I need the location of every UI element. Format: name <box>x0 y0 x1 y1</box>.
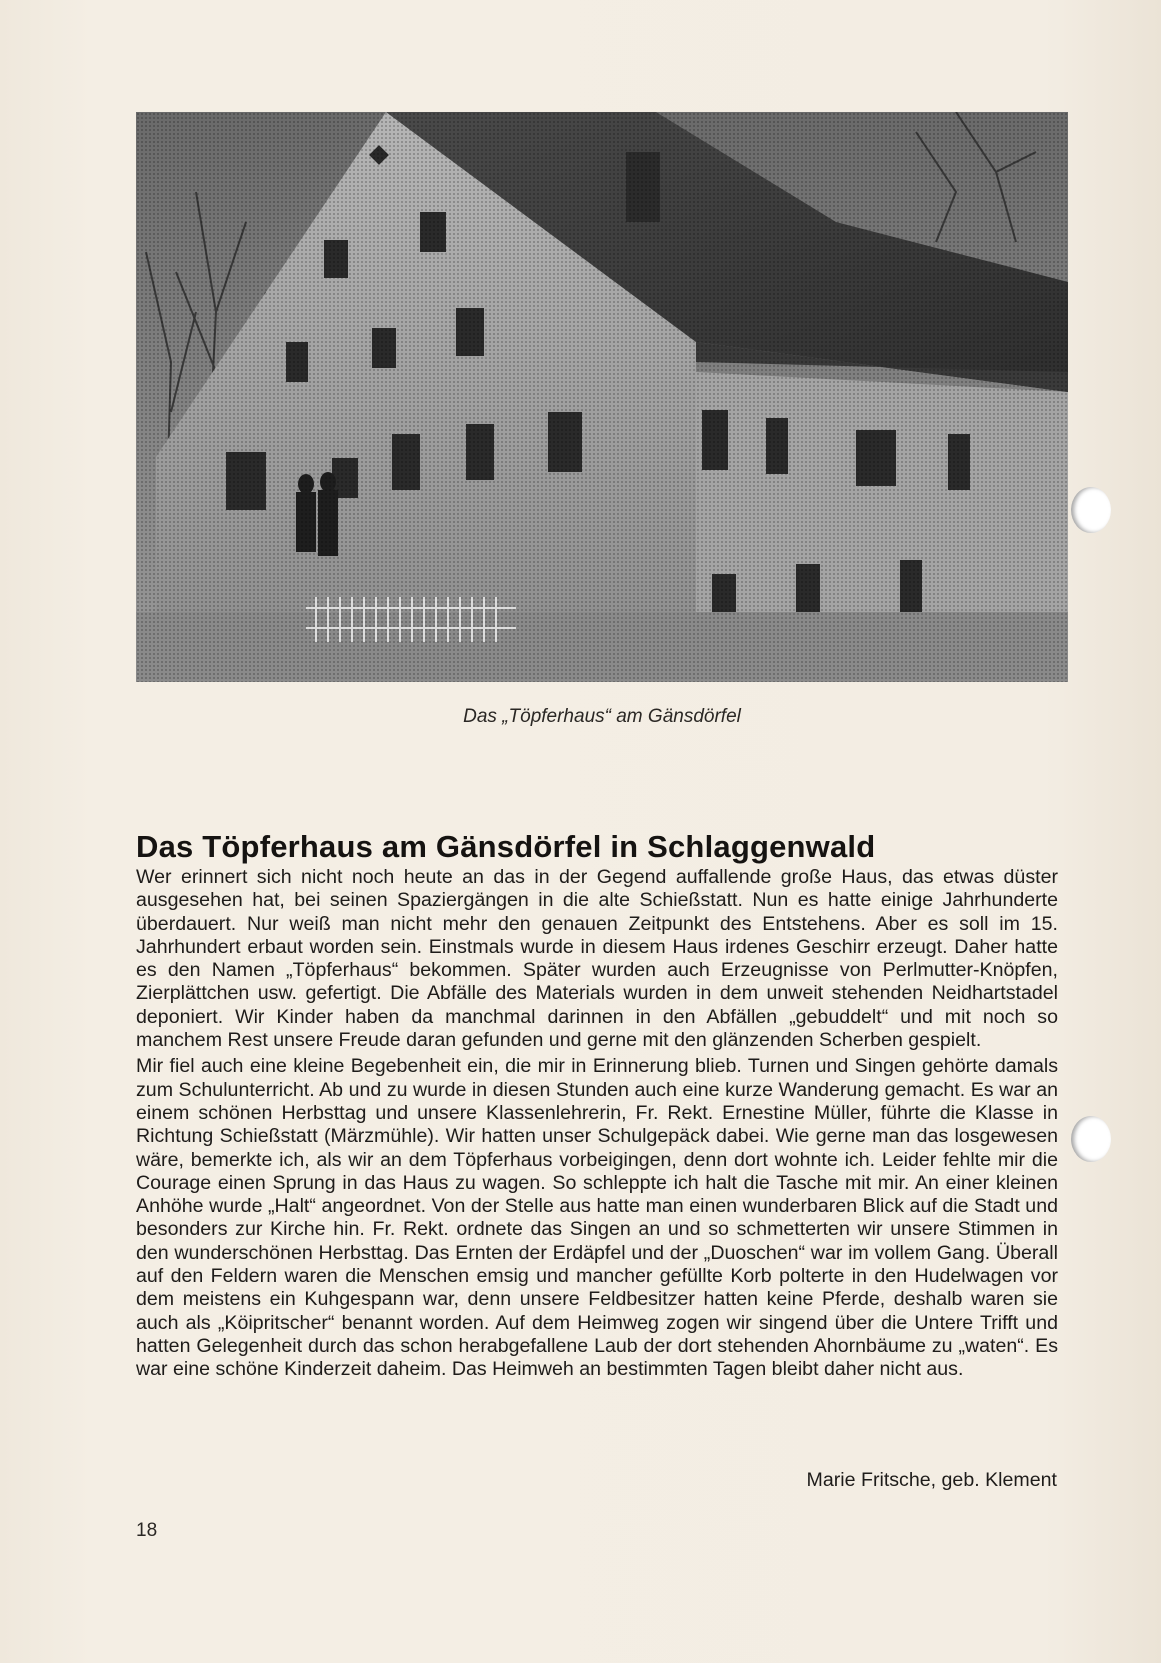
paragraph: Wer erinnert sich nicht noch heute an das in der Gegend auffallende große Haus, das etwas düster ausgesehen hat, bei seinen Spaziergängen in die alte Schießstatt. Nun es hatte einige Jahrhunderte überdauert. Nur weiß man nicht mehr den genauen Zeitpunkt des Entstehens. Aber es soll im 15. Jahrhundert erbaut worden sein. Einstmals wurde in diesem Haus irdenes Geschirr erzeugt. Daher hatte es den Namen „Töpferhaus“ bekommen. Später wurden auch Erzeugnisse von Perlmutter-Knöpfen, Zierplättchen usw. gefertigt. Die Abfälle des Materials wurden in dem unweit stehenden Neidhartstadel deponiert. Wir Kinder haben da manchmal darinnen in den Abfällen „gebuddelt“ und mit noch so manchem Rest unsere Freude daran gefunden und gerne mit den glänzenden Scherben gespielt. <box>136 866 1058 1052</box>
binder-hole-bottom <box>1071 1116 1111 1162</box>
article-body <box>136 866 1058 1385</box>
article-title: Das Töpferhaus am Gänsdörfel in Schlaggenwald <box>136 829 876 864</box>
binder-hole-top <box>1071 487 1111 533</box>
page-number: 18 <box>136 1520 158 1541</box>
house-photograph <box>136 112 1068 682</box>
house-photo-icon <box>136 112 1068 682</box>
photo-caption: Das „Töpferhaus“ am Gänsdörfel <box>463 706 741 727</box>
author-signature: Marie Fritsche, geb. Klement <box>806 1469 1057 1491</box>
paragraph: Mir fiel auch eine kleine Begebenheit ein, die mir in Erinnerung blieb. Turnen und Singen gehörte damals zum Schulunterricht. Ab und zu wurde in diesen Stunden auch eine kurze Wanderung gemacht. Es war an einem schönen Herbsttag und unsere Klassenlehrerin, Fr. Rekt. Ernestine Müller, führte die Klasse in Richtung Schießstatt (Märzmühle). Wir hatten unser Schulgepäck dabei. Wie gerne man das losgewesen wäre, bemerkte ich, als wir an dem Töpferhaus vorbeigingen, denn dort wohnte ich. Leider fehlte mir die Courage einen Sprung in das Haus zu wagen. So schleppte ich halt die Tasche mit mir. An einer kleinen Anhöhe wurde „Halt“ angeordnet. Von der Stelle aus hatte man einen wunderbaren Blick auf die Stadt und besonders zur Kirche hin. Fr. Rekt. ordnete das Singen an und so schmetterten wir unsere Stimmen in den wunderschönen Herbsttag. Das Ernten der Erdäpfel und der „Duoschen“ war im vollem Gang. Überall auf den Feldern waren die Menschen emsig und mancher gefüllte Korb polterte in den Hudelwagen vor dem meistens ein Kuhgespann war, denn unsere Feldbesitzer hatten keine Pferde, deshalb waren sie auch als „Köipritscher“ benannt worden. Auf dem Heimweg zogen wir singend über die Untere Trifft und hatten Gelegenheit durch das schon herabgefallene Laub der dort stehenden Ahornbäume zu „waten“. Es war eine schöne Kinderzeit daheim. Das Heimweh an bestimmten Tagen bleibt daher nicht aus. <box>136 1055 1058 1381</box>
